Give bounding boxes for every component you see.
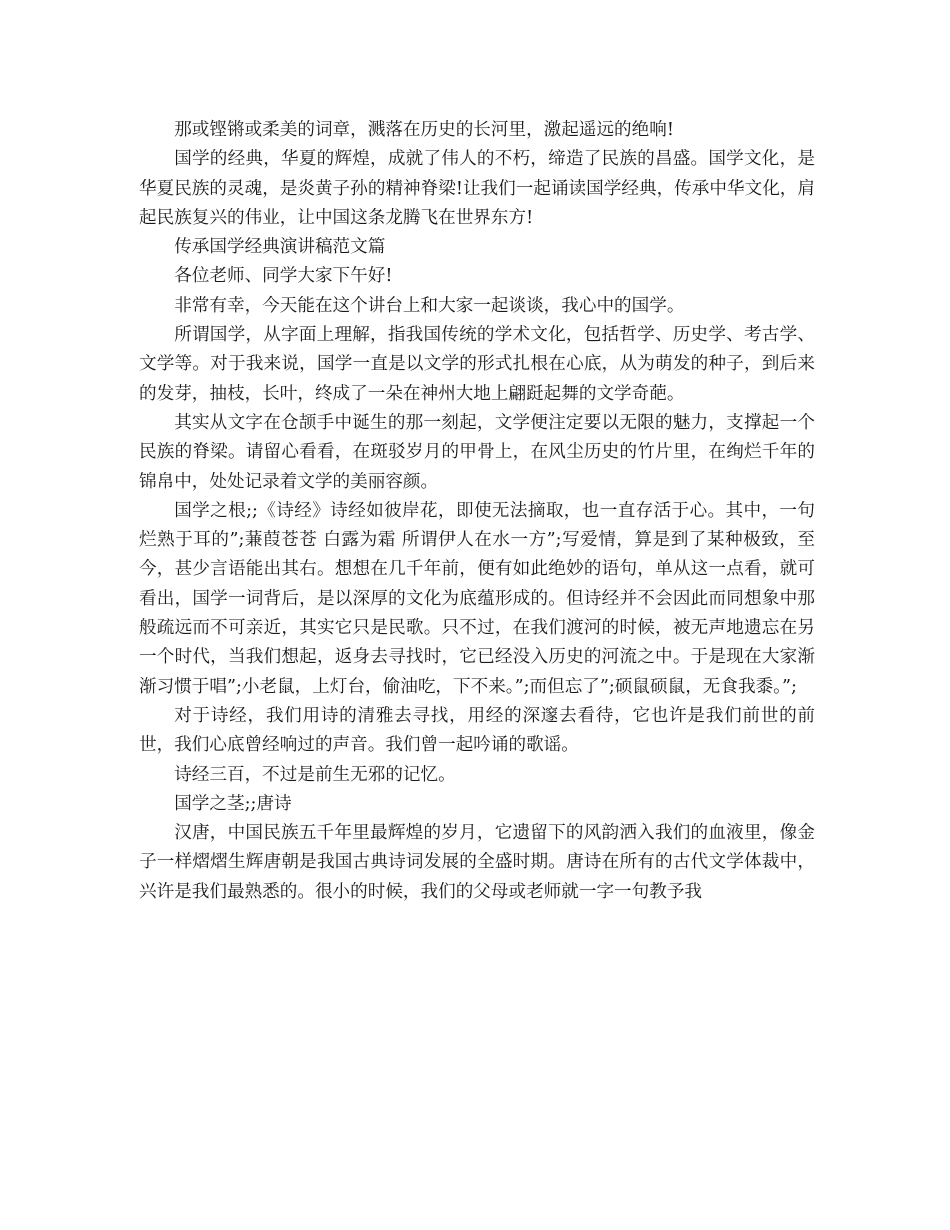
- paragraph: 其实从文字在仓颉手中诞生的那一刻起，文学便注定要以无限的魅力，支撑起一个民族的脊梁。请留心看看，在斑驳岁月的甲骨上，在风尘历史的竹片里，在绚烂千年的锦帛中，处处记录着文学的美丽容颜。: [139, 412, 815, 492]
- section-heading: 传承国学经典演讲稿范文篇: [174, 237, 386, 258]
- paragraph: 诗经三百，不过是前生无邪的记忆。: [174, 764, 456, 785]
- subsection-heading: 国学之茎;;唐诗: [174, 793, 292, 814]
- paragraph: 国学之根;;《诗经》诗经如彼岸花，即使无法摘取，也一直存活于心。其中，一句烂熟于耳的”;蒹葭苍苍 白露为霜 所谓伊人在水一方”;写爱情，算是到了某种极致，至今，甚少言语能出其右。想想在几千年前，便有如此绝妙的语句，单从这一点看，就可看出，国学一词背后，是以深厚的文化为底蕴形成的。但诗经并不会因此而同想象中那般疏远而不可亲近，其实它只是民歌。只不过，在我们渡河的时候，被无声地遗忘在另一个时代，当我们想起，返身去寻找时，它已经没入历史的河流之中。于是现在大家渐渐习惯于唱”;小老鼠，上灯台，偷油吃，下不来。”;而但忘了”;硕鼠硕鼠，无食我黍。”;: [139, 500, 815, 697]
- paragraph: 那或铿锵或柔美的词章，溅落在历史的长河里，激起遥远的绝响!: [174, 120, 674, 140]
- paragraph: 非常有幸，今天能在这个讲台上和大家一起谈谈，我心中的国学。: [174, 295, 685, 316]
- paragraph: 所谓国学，从字面上理解，指我国传统的学术文化，包括哲学、历史学、考古学、文学等。对于我来说，国学一直是以文学的形式扎根在心底，从为萌发的种子，到后来的发芽，抽枝，长叶，终成了一朵在神州大地上翩跹起舞的文学奇葩。: [139, 325, 815, 404]
- document-body: [139, 116, 815, 907]
- paragraph: 对于诗经，我们用诗的清雅去寻找，用经的深邃去看待，它也许是我们前世的前世，我们心底曾经响过的声音。我们曾一起吟诵的歌谣。: [139, 705, 815, 756]
- paragraph: 汉唐，中国民族五千年里最辉煌的岁月，它遗留下的风韵洒入我们的血液里，像金子一样熠熠生辉唐朝是我国古典诗词发展的全盛时期。唐诗在所有的古代文学体裁中，兴许是我们最熟悉的。很小的时候，我们的父母或老师就一字一句教予我: [139, 823, 815, 902]
- paragraph: 国学的经典，华夏的辉煌，成就了伟人的不朽，缔造了民族的昌盛。国学文化，是华夏民族的灵魂，是炎黄子孙的精神脊梁!让我们一起诵读国学经典，传承中华文化，肩起民族复兴的伟业，让中国这条龙腾飞在世界东方!: [139, 149, 815, 228]
- greeting: 各位老师、同学大家下午好!: [174, 266, 393, 287]
